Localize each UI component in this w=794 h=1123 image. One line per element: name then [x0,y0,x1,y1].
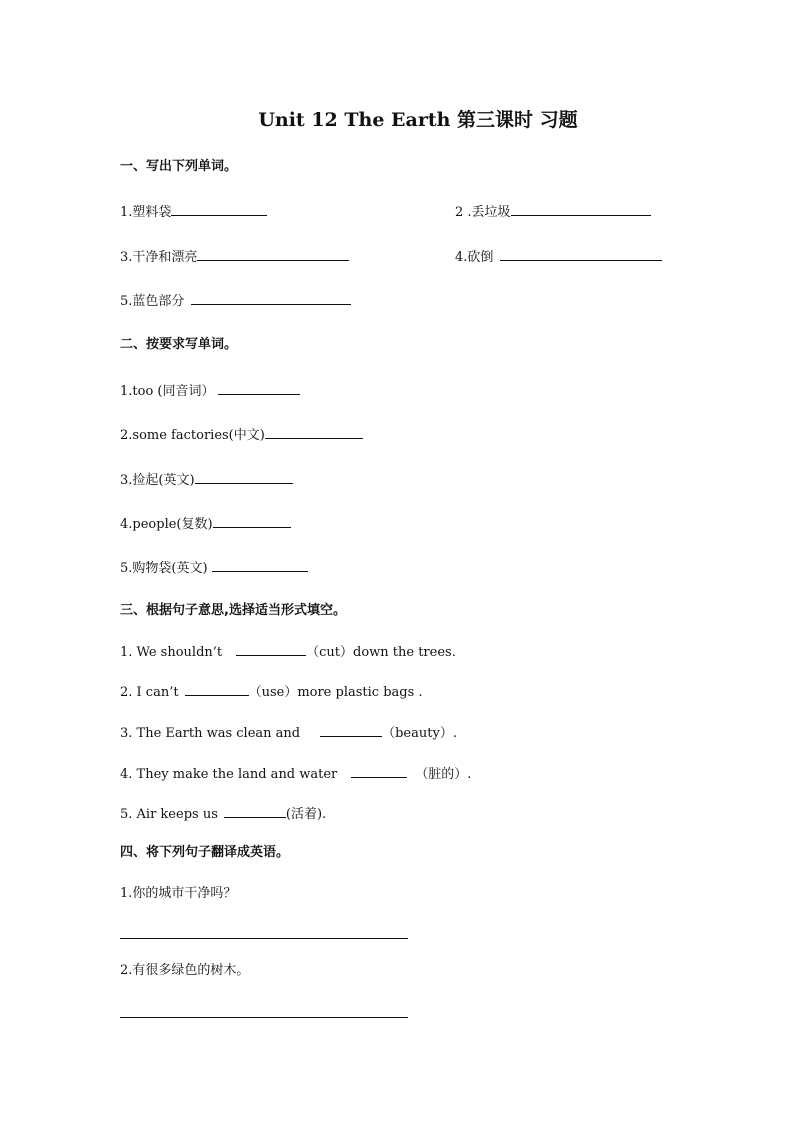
translation-answer-line[interactable] [120,938,408,939]
section-4-heading: 四、将下列句子翻译成英语。 [120,845,290,860]
answer-blank[interactable] [351,765,407,778]
answer-blank[interactable] [500,248,662,261]
sentence-start: 3. The Earth was clean and [120,726,301,741]
section-1-heading: 一、写出下列单词。 [120,159,238,174]
sentence-start: 1. We shouldn’t [120,645,223,660]
section-2-item-1 [120,382,300,400]
sentence-end: （脏的）. [415,767,472,782]
section-4-item-1: 1.你的城市干净吗？ [120,886,237,901]
sentence-start: 4. They make the land and water [120,767,338,782]
page-title: Unit 12 The Earth 第三课时 习题 [258,109,578,131]
section-2-item-2 [120,426,363,444]
section-3-item-2 [120,683,423,701]
item-text: 1.塑料袋 [120,205,172,220]
answer-blank[interactable] [213,515,291,528]
item-text: 3.捡起(英文) [120,473,195,488]
section-2-item-4 [120,515,291,533]
section-1-item-5 [120,292,351,310]
answer-blank[interactable] [171,203,267,216]
item-text: 4.砍倒 [455,250,494,265]
section-1-item-3 [120,248,349,266]
answer-blank[interactable] [191,292,351,305]
item-text: 5.购物袋(英文) [120,561,208,576]
sentence-end: (活着). [285,807,327,822]
item-text: 4.people(复数) [120,517,213,532]
item-text: 2 .丢垃圾 [455,205,511,220]
sentence-start: 2. I can’t [120,685,179,700]
sentence-end: （use）more plastic bags . [248,685,423,700]
sentence-end: （beauty）. [382,726,457,741]
item-text: 5.蓝色部分 [120,294,185,309]
section-1-item-4 [455,248,662,266]
sentence-end: （cut）down the trees. [306,645,456,660]
item-text: 3.干净和漂亮 [120,250,198,265]
answer-blank[interactable] [511,203,651,216]
section-3-item-1 [120,643,456,661]
section-3-item-3 [120,724,457,742]
section-1-item-2 [455,203,651,221]
answer-blank[interactable] [320,724,382,737]
sentence-start: 5. Air keeps us [120,807,218,822]
section-2-item-5 [120,559,308,577]
answer-blank[interactable] [218,382,300,395]
answer-blank[interactable] [185,683,249,696]
translation-answer-line[interactable] [120,1017,408,1018]
answer-blank[interactable] [197,248,349,261]
section-3-heading: 三、根据句子意思,选择适当形式填空。 [120,603,346,618]
section-2-item-3 [120,471,293,489]
section-2-heading: 二、按要求写单词。 [120,337,238,352]
section-4-item-2: 2.有很多绿色的树木。 [120,963,250,978]
answer-blank[interactable] [265,426,363,439]
answer-blank[interactable] [212,559,308,572]
section-1-item-1 [120,203,267,221]
section-3-item-5 [120,805,326,823]
section-3-item-4 [120,765,471,783]
item-text: 2.some factories(中文) [120,428,265,443]
answer-blank[interactable] [236,643,306,656]
item-text: 1.too (同音词） [120,384,215,399]
answer-blank[interactable] [195,471,293,484]
answer-blank[interactable] [224,805,286,818]
